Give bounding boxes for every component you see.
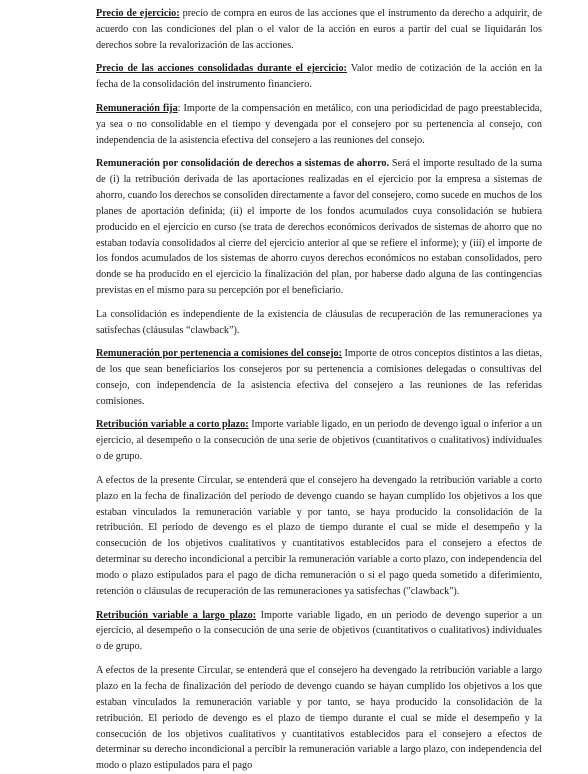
- definition-remuneracion-comisiones: [96, 346, 542, 410]
- definition-text: : Importe de la compensación en metálico, con una periodicidad de pago preestablecida, ya sea o no consolidable en el tiempo y devengada por el consejero por su pertenencia al consejo, con independencia de la asistencia efectiva del consejero a las reuniones del consejo.: [96, 102, 542, 146]
- definition-text: Valor medio de cotización de la acción en la fecha de la consolidación del instrumento financiero.: [96, 63, 542, 91]
- definition-term: Retribución variable a largo plazo:: [96, 609, 257, 621]
- definition-term: Remuneración fija: [96, 102, 178, 114]
- definition-variable-corto-plazo: [96, 417, 542, 465]
- definition-remuneracion-fija: [96, 101, 542, 149]
- paragraph-largo-plazo-detail: [96, 663, 542, 774]
- definition-text: Importe variable ligado, en un periodo de devengo igual o inferior a un ejercicio, al desempeño o la consecución de una serie de objetivos (cuantitativos o cualitativos) individuales o de grupo.: [96, 419, 542, 463]
- definition-precio-acciones-consolidadas: [96, 61, 542, 93]
- definition-term: Remuneración por pertenencia a comisiones del consejo:: [96, 348, 342, 360]
- definition-precio-ejercicio: [96, 6, 542, 54]
- definition-text: precio de compra en euros de las acciones que el instrumento da derecho a adquirir, de acuerdo con las condiciones del plan o el valor de la acción en euros a partir del cual se liquidarán los derechos sobre la revalorización de las acciones.: [96, 8, 542, 51]
- paragraph-text: A efectos de la presente Circular, se entenderá que el consejero ha devengado la retribución variable a corto plazo en la fecha de finalización del período de devengo cuando se hayan cumplido los objetivos a los que estaban vinculados la remuneración variable y por tanto, se haya producido la consolidación de la retribución. El periodo de devengo es el plazo de tiempo durante el cual se mide el desempeño y la consecución de los objetivos cualitativos y cuantitativos establecidos para el consejero a efectos de determinar su derecho incondicional a percibir la remuneración variable a corto plazo, con independencia del modo o plazo estipulados para el pago de dicha remuneración o si el pago queda sometido a diferimiento, retención o cláusulas de recuperación de las remuneraciones ya satisfechas ("clawback").: [96, 474, 542, 598]
- definition-text: Será el importe resultado de la suma de (i) la retribución derivada de las aportaciones realizadas en el ejercicio por la empresa a sistemas de ahorro, cuando los derechos se consoliden directamente a favor del consejero, como sucede en muchos de los planes de aportación definida; (ii) el importe de los fondos acumulados cuya consolidación se hubiera producido en el ejercicio en curso (se trata de derechos económicos derivados de sistemas de ahorro que no estaban todavía consolidados al cierre del ejercicio anterior al que se refiere el informe); y (iii) el importe de los fondos acumulados de los sistemas de ahorro cuyos derechos económicos no estaban consolidados, pero donde se ha producido en el ejercicio la finalización del plan, por haberse dado alguna de las contingencias previstas en el mismo para su percepción por el beneficiario.: [96, 158, 542, 297]
- definition-term: Precio de las acciones consolidadas durante el ejercicio:: [96, 63, 347, 75]
- definition-term: Remuneración por consolidación de derechos a sistemas de ahorro.: [96, 158, 390, 170]
- definition-term: Precio de ejercicio:: [96, 8, 180, 19]
- definition-remuneracion-sistemas-ahorro: [96, 156, 542, 299]
- definition-text: Importe de otros conceptos distintos a las dietas, de los que sean beneficiarios los consejeros por su pertenencia a comisiones delegadas o consultivas del consejo, con independencia de la asistencia efectiva del consejero a las reuniones de las referidas comisiones.: [96, 348, 543, 407]
- definition-variable-largo-plazo: [96, 608, 542, 656]
- paragraph-text: A efectos de la presente Circular, se entenderá que el consejero ha devengado la retribución variable a largo plazo en la fecha de finalización del período de devengo cuando se hayan cumplido los objetivos a los que estaban vinculados la remuneración variable y por tanto, se haya producido la consolidación de la retribución. El periodo de devengo es el plazo de tiempo durante el cual se mide el desempeño y la consecución de los objetivos cualitativos y cuantitativos establecidos para el consejero a efectos de determinar su derecho incondicional a percibir la remuneración variable a largo plazo, con independencia del modo o plazo estipulados para el pago: [96, 664, 542, 772]
- paragraph-clawback-note: [96, 307, 542, 339]
- definition-text: Importe variable ligado, en un periodo de devengo superior a un ejercicio, al desempeño o la consecución de una serie de objetivos (cuantitativos o cualitativos) individuales o de grupo.: [96, 609, 542, 653]
- paragraph-text: La consolidación es independiente de la existencia de cláusulas de recuperación de las remuneraciones ya satisfechas (cláusulas “clawback”).: [96, 308, 542, 336]
- paragraph-corto-plazo-detail: [96, 473, 542, 600]
- definition-term: Retribución variable a corto plazo:: [96, 419, 249, 431]
